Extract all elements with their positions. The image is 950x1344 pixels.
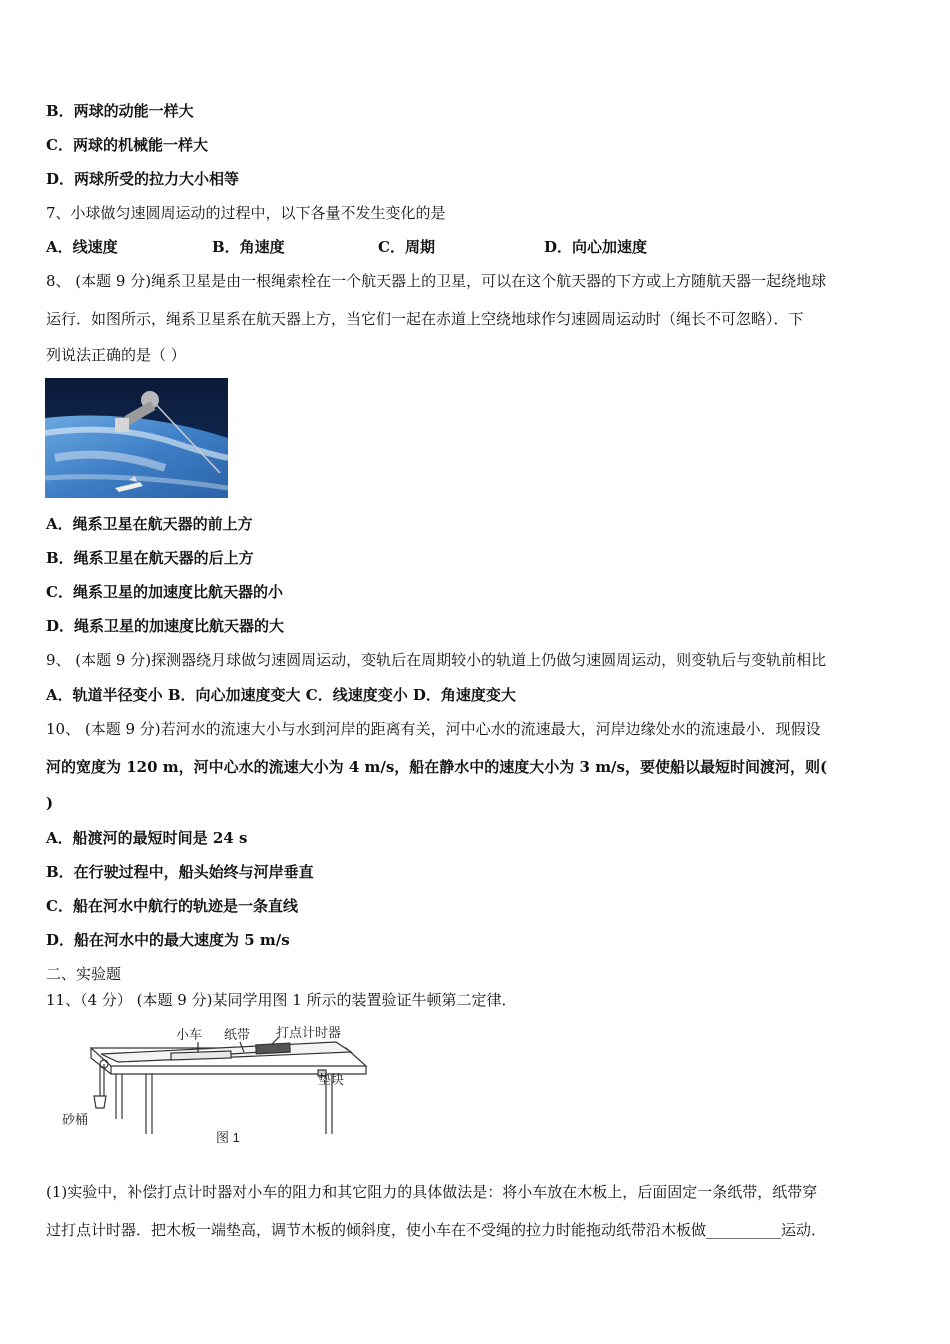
q10-option-c: C．船在河水中航行的轨迹是一条直线 [46,897,298,915]
question-11: 11、（4 分） (本题 9 分)某同学用图 1 所示的装置验证牛顿第二定律． [46,991,517,1009]
q8-option-d: D．绳系卫星的加速度比航天器的大 [46,617,285,635]
question-8-line2: 运行．如图所示，绳系卫星系在航天器上方，当它们一起在赤道上空绕地球作匀速圆周运动时（绳长不可忽略）．下 [46,310,804,328]
question-8-line1: 8、 (本题 9 分)绳系卫星是由一根绳索栓在一个航天器上的卫星，可以在这个航天器的下方或上方随航天器一起绕地球 [46,272,827,290]
label-block: 垫块 [318,1072,345,1087]
q10-option-b: B．在行驶过程中，船头始终与河岸垂直 [46,863,314,881]
q10-option-a: A．船渡河的最短时间是 24 s [46,829,248,847]
tethered-satellite-photo [45,378,228,498]
question-9-options: A．轨道半径变小 B．向心加速度变大 C．线速度变小 D．角速度变大 [46,686,516,704]
q7-option-a: A．线速度 [46,238,118,256]
question-7-options [46,237,647,257]
option-c-mechanical: C．两球的机械能一样大 [46,136,208,154]
question-10-line2: 河的宽度为 120 m，河中心水的流速大小为 4 m/s，船在静水中的速度大小为 3 m/s，要使船以最短时间渡河，则( [46,758,828,776]
apparatus-figure-1 [56,1024,376,1154]
question-10-line3: ) [46,794,54,812]
option-d-tension: D．两球所受的拉力大小相等 [46,170,240,188]
label-bucket: 砂桶 [62,1112,89,1127]
label-timer: 打点计时器 [276,1025,342,1040]
q8-option-c: C．绳系卫星的加速度比航天器的小 [46,583,283,601]
q7-option-c: C．周期 [378,238,435,256]
question-7: 7、小球做匀速圆周运动的过程中，以下各量不发生变化的是 [46,204,446,222]
q8-option-a: A．绳系卫星在航天器的前上方 [46,515,253,533]
q10-option-d: D．船在河水中的最大速度为 5 m/s [46,931,290,949]
question-8-line3: 列说法正确的是（ ） [46,346,186,364]
q8-option-b: B．绳系卫星在航天器的后上方 [46,549,254,567]
question-9: 9、 (本题 9 分)探测器绕月球做匀速圆周运动，变轨后在周期较小的轨道上仍做匀速圆周运动，则变轨后与变轨前相比 [46,651,827,669]
q7-option-d: D．向心加速度 [544,238,648,256]
label-car: 小车 [176,1027,203,1042]
question-10-line1: 10、 (本题 9 分)若河水的流速大小与水到河岸的距离有关，河中心水的流速最大，河岸边缘处水的流速最小．现假设 [46,720,821,738]
label-tape: 纸带 [224,1027,251,1042]
q7-option-b: B．角速度 [212,238,285,256]
question-11-part1-line1: (1)实验中，补偿打点计时器对小车的阻力和其它阻力的具体做法是：将小车放在木板上，后面固定一条纸带，纸带穿 [46,1183,818,1201]
option-b-kinetic: B．两球的动能一样大 [46,102,194,120]
question-11-part1-line2: 过打点计时器．把木板一端垫高，调节木板的倾斜度，使小车在不受绳的拉力时能拖动纸带沿木板做__________运动． [46,1221,827,1239]
section-experiment-heading: 二、实验题 [46,965,122,983]
figure-caption: 图 1 [216,1130,240,1145]
